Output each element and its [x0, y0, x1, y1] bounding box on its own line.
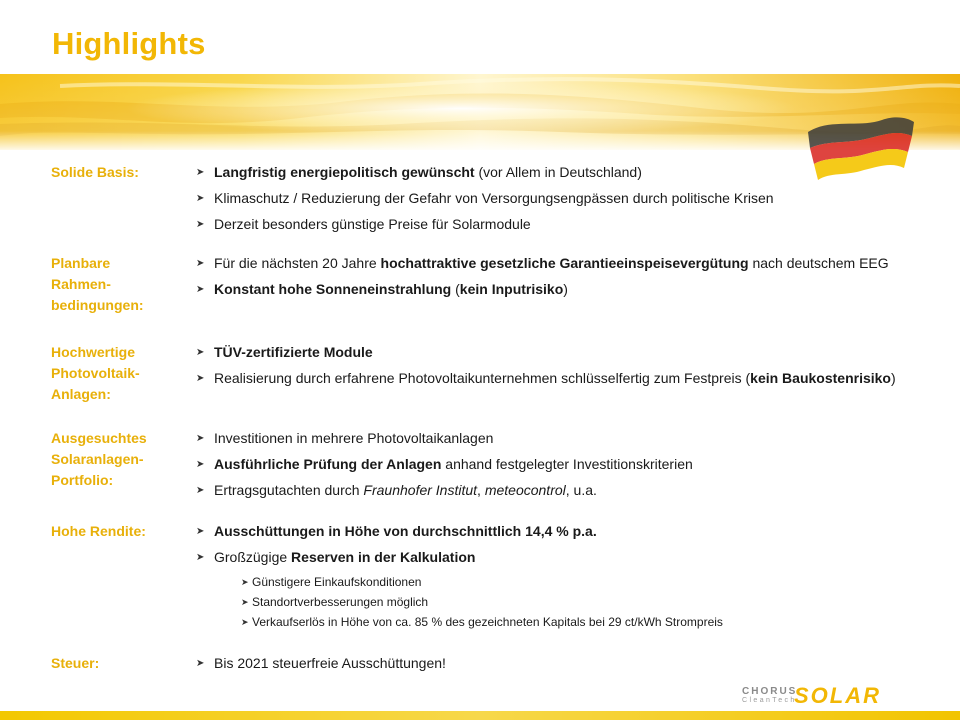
text: ( — [451, 281, 460, 297]
logo-tagline: CleanTech — [742, 697, 797, 704]
bullet-item — [194, 214, 930, 235]
section-label: Hohe Rendite: — [51, 523, 146, 539]
bold-text: Ausführliche Prüfung der Anlagen — [214, 456, 442, 472]
text: , — [477, 482, 485, 498]
bold-text: hochattraktive gesetzliche Garantieeinspeisevergütung — [380, 255, 749, 271]
bullet-item — [194, 342, 930, 363]
bullet-item — [194, 428, 930, 449]
arrow-bullet-icon: ➤ — [196, 258, 205, 269]
text: ) — [890, 370, 896, 386]
logo-brand: CHORUS — [742, 686, 798, 697]
text: Derzeit besonders günstige Preise für Solarmodule — [214, 216, 531, 232]
italic-text: meteocontrol — [484, 482, 566, 498]
bullet-item — [194, 162, 930, 183]
text: Verkaufserlös in Höhe von ca. 85 % des gezeichneten Kapitals bei 29 ct/kWh Strompreis — [252, 615, 723, 629]
arrow-bullet-icon: ➤ — [196, 347, 205, 358]
bold-text: Langfristig energiepolitisch gewünscht — [214, 164, 475, 180]
text: Für die nächsten 20 Jahre — [214, 255, 381, 271]
section-label: Hochwertige Photovoltaik-Anlagen: — [51, 344, 140, 402]
text: anhand festgelegter Investitionskriterien — [441, 456, 693, 472]
text: Günstigere Einkaufskonditionen — [252, 575, 422, 589]
text: Investitionen in mehrere Photovoltaikanlagen — [214, 430, 494, 446]
bold-text: Reserven in der Kalkulation — [291, 549, 476, 565]
bullet-item — [194, 279, 930, 300]
arrow-bullet-icon: ➤ — [196, 219, 205, 230]
arrow-bullet-icon: ➤ — [196, 193, 205, 204]
page-title: Highlights — [52, 26, 206, 61]
bold-text: kein Baukostenrisiko — [750, 370, 891, 386]
arrow-bullet-icon: ➤ — [241, 617, 249, 627]
text: Klimaschutz / Reduzierung der Gefahr von Versorgungsengpässen durch politische Krisen — [214, 190, 774, 206]
bold-text: TÜV-zertifizierte Module — [214, 344, 373, 360]
bold-text: kein Inputrisiko — [459, 281, 564, 297]
arrow-bullet-icon: ➤ — [196, 433, 205, 444]
bullet-item — [194, 653, 930, 674]
arrow-bullet-icon: ➤ — [196, 373, 205, 384]
text: nach deutschem EEG — [748, 255, 889, 271]
sub-bullet-item — [194, 613, 930, 631]
bullet-list — [194, 342, 930, 394]
bullet-item — [194, 547, 930, 568]
arrow-bullet-icon: ➤ — [196, 485, 205, 496]
section-label: Ausgesuchtes Solaranlagen-Portfolio: — [51, 430, 147, 488]
text: (vor Allem in Deutschland) — [474, 164, 642, 180]
section-label: Planbare Rahmen-bedingungen: — [51, 255, 144, 313]
section-label: Steuer: — [51, 655, 100, 671]
bold-text: Ausschüttungen in Höhe von durchschnittlich 14,4 % p.a. — [214, 523, 597, 539]
italic-text: Fraunhofer Institut — [363, 482, 478, 498]
arrow-bullet-icon: ➤ — [196, 284, 205, 295]
arrow-bullet-icon: ➤ — [241, 597, 249, 607]
bullet-item — [194, 253, 930, 274]
arrow-bullet-icon: ➤ — [241, 577, 249, 587]
bullet-list — [194, 253, 930, 305]
bullet-item — [194, 188, 930, 209]
bullet-list — [194, 162, 930, 240]
bullet-item — [194, 368, 930, 389]
text: Ertragsgutachten durch — [214, 482, 364, 498]
text: Bis 2021 steuerfreie Ausschüttungen! — [214, 655, 446, 671]
sub-bullet-item — [194, 573, 930, 591]
arrow-bullet-icon: ➤ — [196, 658, 205, 669]
arrow-bullet-icon: ➤ — [196, 552, 205, 563]
text: ) — [563, 281, 568, 297]
text: , u.a. — [565, 482, 597, 498]
text: Standortverbesserungen möglich — [252, 595, 429, 609]
arrow-bullet-icon: ➤ — [196, 459, 205, 470]
text: Großzügige — [214, 549, 292, 565]
bullet-item — [194, 480, 930, 501]
bullet-list — [194, 653, 930, 679]
bold-text: Konstant hohe Sonneneinstrahlung — [214, 281, 452, 297]
footer-bar — [0, 711, 960, 720]
bullet-item — [194, 521, 930, 542]
arrow-bullet-icon: ➤ — [196, 526, 205, 537]
bullet-list — [194, 428, 930, 506]
section-label: Solide Basis: — [51, 164, 139, 180]
bullet-list — [194, 521, 930, 633]
sub-bullet-item — [194, 593, 930, 611]
text: Realisierung durch erfahrene Photovoltaikunternehmen schlüsselfertig zum Festpreis ( — [214, 370, 751, 386]
chorus-solar-logo — [742, 683, 896, 708]
logo-product: SOLAR — [794, 683, 881, 708]
arrow-bullet-icon: ➤ — [196, 167, 205, 178]
bullet-item — [194, 454, 930, 475]
